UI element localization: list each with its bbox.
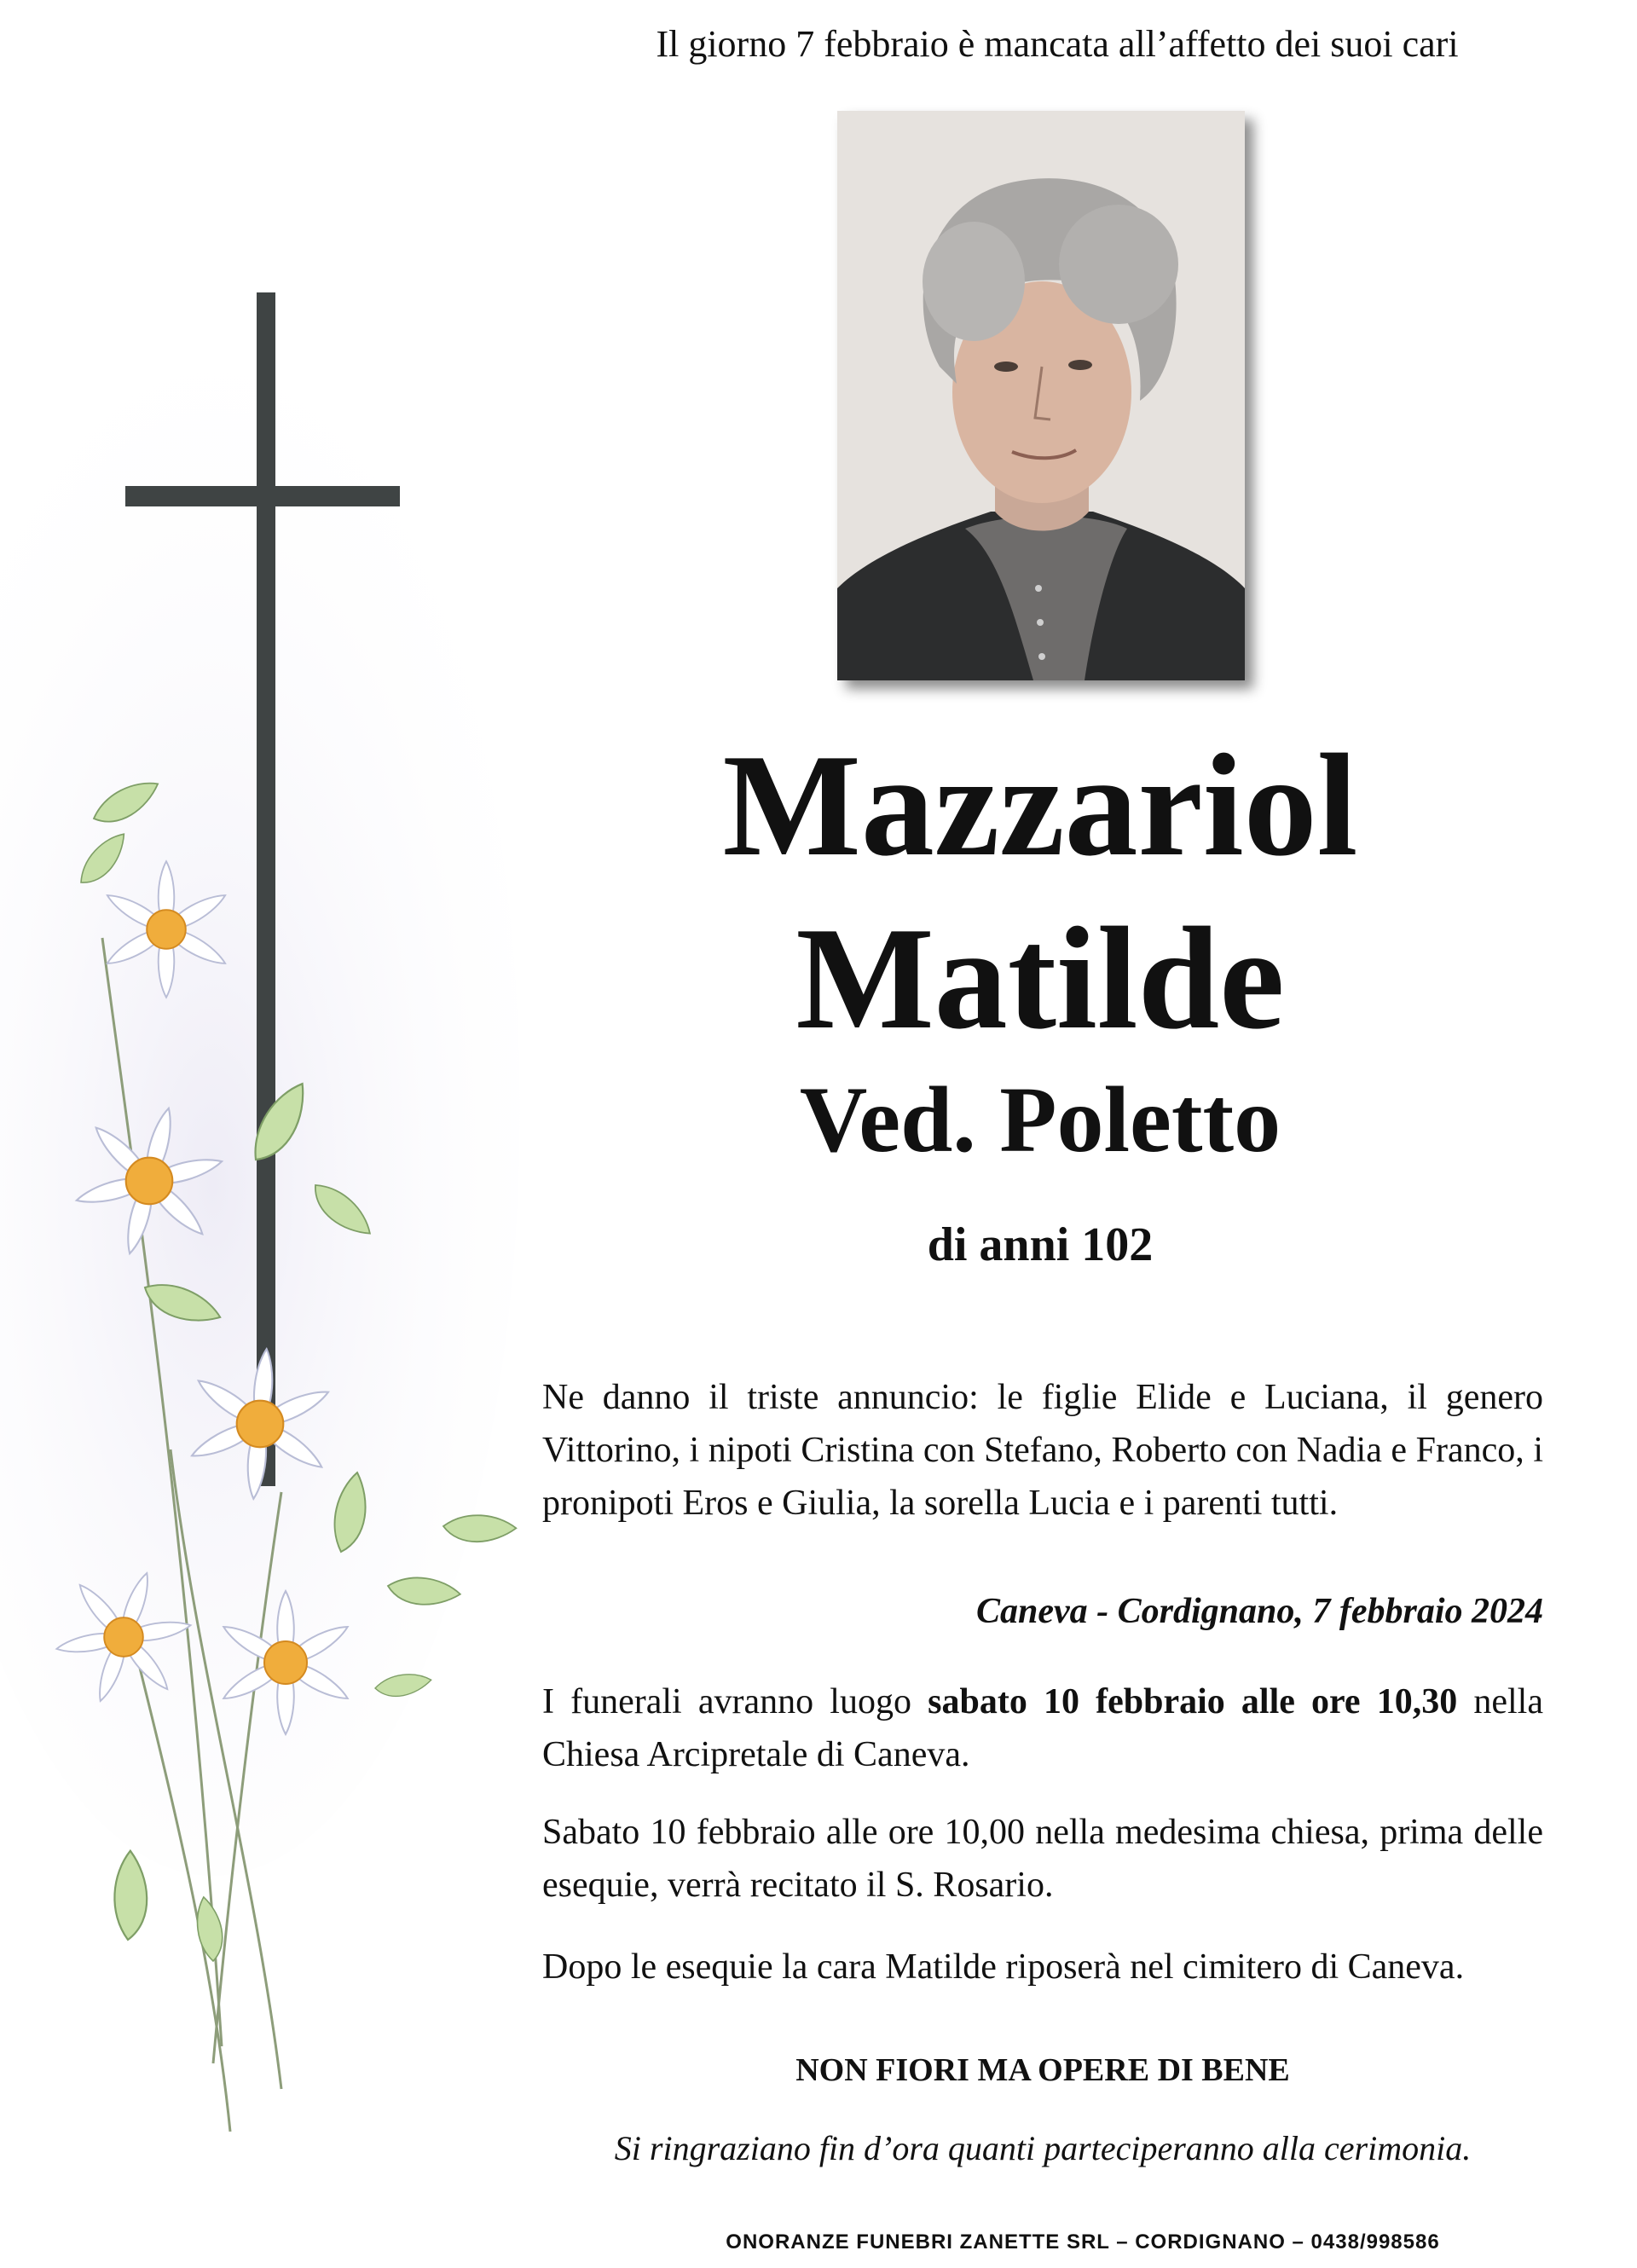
deceased-surname: Mazzariol — [722, 725, 1358, 887]
funeral-when: sabato 10 febbraio alle ore 10,30 — [928, 1682, 1458, 1721]
portrait-photo-icon — [837, 111, 1245, 680]
funeral-lead: I funerali avranno luogo — [542, 1682, 928, 1721]
portrait-photo — [837, 111, 1245, 680]
no-flowers-request: NON FIORI MA OPERE DI BENE — [795, 2052, 1290, 2088]
announcement-text: Ne danno il triste annuncio: le figlie Elide e Luciana, il genero Vittorino, i nipoti Cristina con Stefano, Roberto con Nadia e Franco, i pronipoti Eros e Giulia, la sorella Lucia e i parenti tutti. — [542, 1378, 1543, 1523]
decorative-panel — [0, 0, 563, 2264]
funeral-where: nella Chiesa Arcipretale di Caneva. — [542, 1682, 1543, 1774]
rosary-text: Sabato 10 febbraio alle ore 10,00 nella medesima chiesa, prima delle esequie, verrà recitato il S. Rosario. — [542, 1813, 1543, 1905]
deceased-first-name: Matilde — [795, 898, 1285, 1060]
age: di anni 102 — [927, 1218, 1154, 1271]
funeral-agency-footer: ONORANZE FUNEBRI ZANETTE SRL – CORDIGNANO – 0438/998586 — [726, 2230, 1440, 2254]
widow-of: Ved. Poletto — [799, 1067, 1281, 1172]
thanks-line: Si ringraziano fin d’ora quanti parteciperanno alla cerimonia. — [614, 2129, 1472, 2167]
intro-line: Il giorno 7 febbraio è mancata all’affetto dei suoi cari — [656, 23, 1459, 65]
place-date: Caneva - Cordignano, 7 febbraio 2024 — [975, 1592, 1543, 1631]
burial-text: Dopo le esequie la cara Matilde riposerà nel cimitero di Caneva. — [542, 1947, 1465, 1987]
cross-and-flowers-illustration — [0, 0, 563, 2264]
funeral-text — [542, 1675, 1543, 1781]
